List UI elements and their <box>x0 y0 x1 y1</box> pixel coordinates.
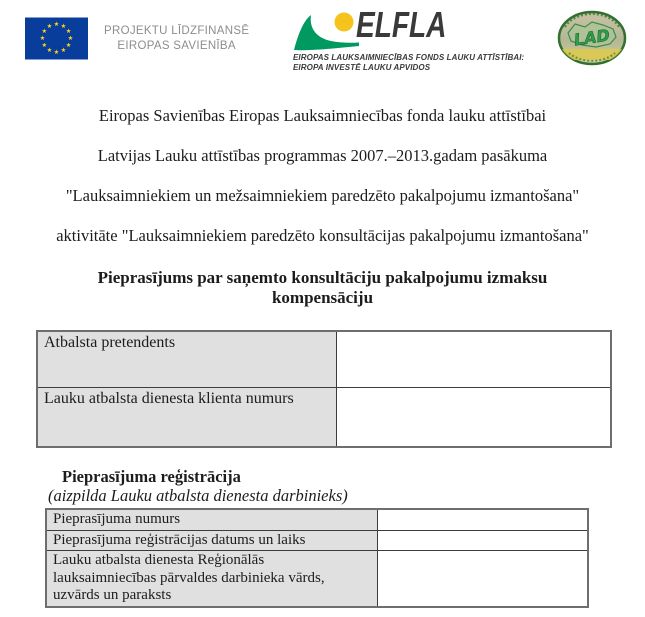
elfla-wordmark: ELFLA <box>356 4 447 45</box>
registration-heading: Pieprasījuma reģistrācija <box>62 467 241 486</box>
svg-text:★: ★ <box>53 49 60 56</box>
svg-text:★: ★ <box>53 21 60 28</box>
elfla-subtitle-line1: EIROPAS LAUKSAIMNIECĪBAS FONDS LAUKU ATTĪSTĪBAI: <box>293 53 525 62</box>
elfla-swoosh-icon <box>293 10 363 56</box>
eu-flag-icon <box>25 16 88 61</box>
official-signature-label-cell: Lauku atbalsta dienesta Reģionālās lauksaimniecības pārvaldes darbinieka vārds, uzvārds un paraksts <box>46 551 377 607</box>
intro-paragraphs <box>0 95 645 244</box>
svg-text:★: ★ <box>67 35 74 42</box>
official-signature-value-cell[interactable] <box>377 551 588 607</box>
document-body <box>0 95 645 608</box>
request-number-value-cell[interactable] <box>377 509 588 530</box>
request-number-label-cell: Pieprasījuma numurs <box>46 509 377 530</box>
table-row <box>46 551 588 607</box>
elfla-logo-block <box>293 4 528 72</box>
registration-table <box>45 508 589 608</box>
svg-text:★: ★ <box>46 22 53 30</box>
intro-line-4: aktivitāte "Lauksaimniekiem paredzēto konsultācijas pakalpojumu izmantošana" <box>56 226 589 245</box>
svg-text:★: ★ <box>41 42 48 49</box>
lad-wordmark: LAD <box>572 25 612 50</box>
table-row <box>46 530 588 551</box>
svg-text:★: ★ <box>41 28 48 35</box>
svg-text:★: ★ <box>65 42 72 49</box>
lad-logo-icon <box>556 9 628 71</box>
registration-section <box>45 468 645 608</box>
registration-datetime-label-cell: Pieprasījuma reģistrācijas datums un laiks <box>46 530 377 551</box>
intro-line-3: "Lauksaimniekiem un mežsaimniekiem paredzēto pakalpojumu izmantošana" <box>65 186 580 205</box>
table-row <box>37 331 611 387</box>
applicant-table <box>36 330 612 448</box>
eu-caption-line1: PROJEKTU LĪDZFINANSĒ <box>104 24 250 37</box>
eu-caption-line2: EIROPAS SAVIENĪBA <box>117 39 236 52</box>
registration-datetime-value-cell[interactable] <box>377 530 588 551</box>
intro-line-1: Eiropas Savienības Eiropas Lauksaimniecības fonda lauku attīstībai <box>98 106 547 125</box>
document-title: Pieprasījums par saņemto konsultāciju pakalpojumu izmaksu kompensāciju <box>97 268 548 307</box>
client-number-label-cell: Lauku atbalsta dienesta klienta numurs <box>37 387 336 447</box>
svg-text:★: ★ <box>60 47 67 55</box>
applicant-value-cell[interactable] <box>336 331 611 387</box>
svg-text:★: ★ <box>60 22 67 30</box>
registration-note: (aizpilda Lauku atbalsta dienesta darbinieks) <box>48 486 348 505</box>
table-row <box>46 509 588 530</box>
eu-caption <box>104 24 249 54</box>
client-number-value-cell[interactable] <box>336 387 611 447</box>
svg-text:★: ★ <box>65 28 72 35</box>
lad-logo-block <box>556 9 628 76</box>
elfla-subtitle-line2: EIROPA INVESTĒ LAUKU APVIDOS <box>293 62 431 72</box>
svg-text:★: ★ <box>39 35 46 42</box>
applicant-label-cell: Atbalsta pretendents <box>37 331 336 387</box>
eu-cofinance-block <box>25 16 249 61</box>
svg-text:★: ★ <box>46 47 53 55</box>
document-header <box>0 0 645 95</box>
table-row <box>37 387 611 447</box>
intro-line-2: Latvijas Lauku attīstības programmas 2007.–2013.gadam pasākuma <box>97 146 548 165</box>
